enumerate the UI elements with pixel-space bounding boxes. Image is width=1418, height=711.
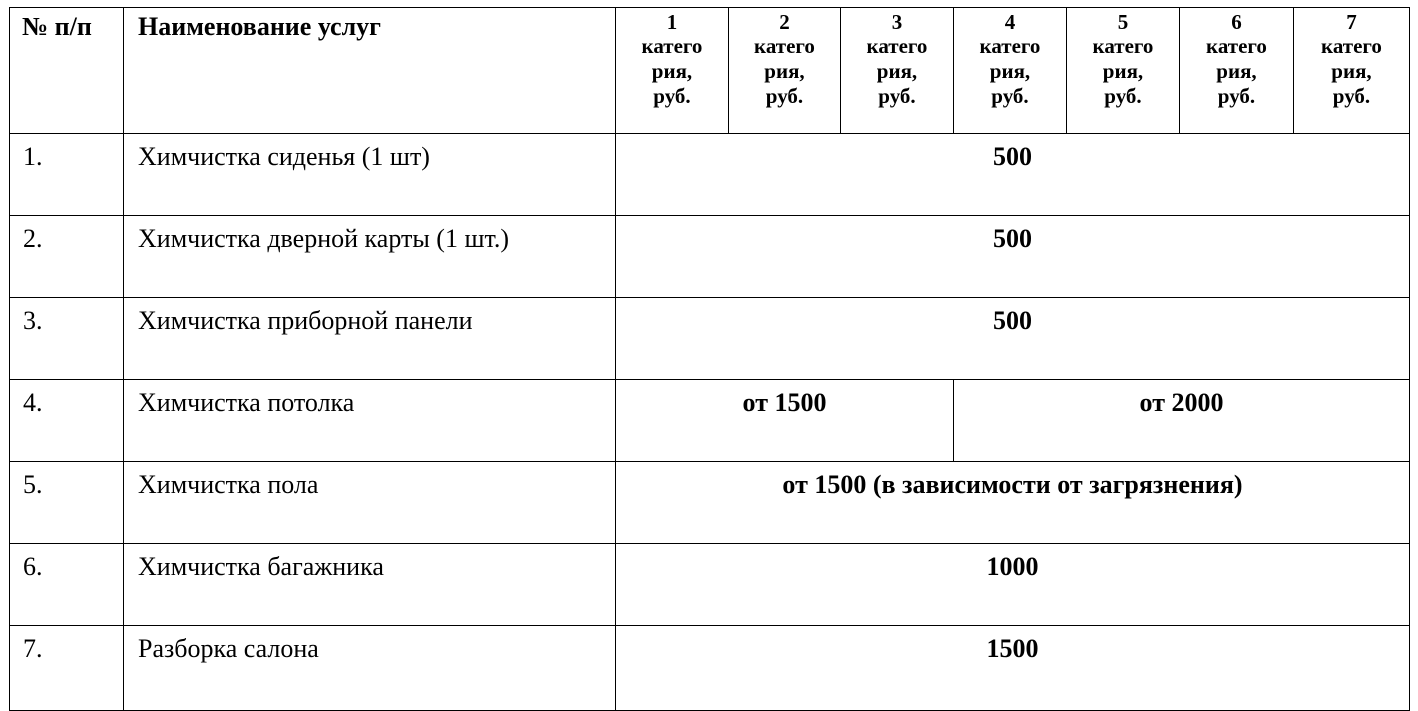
row-number: 5. <box>10 462 124 544</box>
category-number: 3 <box>891 10 903 34</box>
table-row <box>10 544 1410 626</box>
service-price: 500 <box>616 298 1410 380</box>
header-category-1 <box>616 8 729 134</box>
service-name: Химчистка сиденья (1 шт) <box>124 134 616 216</box>
service-name: Разборка салона <box>124 626 616 711</box>
header-service-name: Наименование услуг <box>124 8 616 134</box>
table-row <box>10 134 1410 216</box>
row-number: 1. <box>10 134 124 216</box>
table-row <box>10 462 1410 544</box>
header-category-5 <box>1067 8 1180 134</box>
category-number: 6 <box>1231 10 1242 34</box>
row-number: 6. <box>10 544 124 626</box>
category-label: катего рия, руб. <box>641 34 703 108</box>
row-number: 2. <box>10 216 124 298</box>
service-price: от 1500 (в зависимости от загрязнения) <box>616 462 1410 544</box>
header-category-6 <box>1180 8 1294 134</box>
service-name: Химчистка дверной карты (1 шт.) <box>124 216 616 298</box>
category-label: катего рия, руб. <box>1206 34 1267 108</box>
category-number: 4 <box>1004 10 1016 34</box>
service-name: Химчистка пола <box>124 462 616 544</box>
category-number: 5 <box>1117 10 1129 34</box>
table-row <box>10 298 1410 380</box>
row-number: 3. <box>10 298 124 380</box>
category-label: катего рия, руб. <box>754 34 815 108</box>
service-price: 500 <box>616 134 1410 216</box>
header-category-2 <box>729 8 841 134</box>
category-number: 7 <box>1346 10 1357 34</box>
table-row <box>10 216 1410 298</box>
header-category-7 <box>1294 8 1410 134</box>
service-price-categories-1-3: от 1500 <box>616 380 954 462</box>
service-name: Химчистка приборной панели <box>124 298 616 380</box>
header-category-4 <box>954 8 1067 134</box>
row-number: 4. <box>10 380 124 462</box>
category-label: катего рия, руб. <box>1321 34 1382 108</box>
category-number: 2 <box>779 10 790 34</box>
row-number: 7. <box>10 626 124 711</box>
service-name: Химчистка потолка <box>124 380 616 462</box>
table-row <box>10 626 1410 711</box>
header-row <box>10 8 1410 134</box>
category-label: катего рия, руб. <box>866 34 928 108</box>
header-number: № п/п <box>10 8 124 134</box>
price-table <box>9 7 1410 711</box>
category-number: 1 <box>666 10 678 34</box>
service-price: 500 <box>616 216 1410 298</box>
category-label: катего рия, руб. <box>1092 34 1154 108</box>
service-price-categories-4-7: от 2000 <box>954 380 1410 462</box>
table-row <box>10 380 1410 462</box>
service-name: Химчистка багажника <box>124 544 616 626</box>
category-label: катего рия, руб. <box>979 34 1041 108</box>
header-category-3 <box>841 8 954 134</box>
service-price: 1500 <box>616 626 1410 711</box>
service-price: 1000 <box>616 544 1410 626</box>
